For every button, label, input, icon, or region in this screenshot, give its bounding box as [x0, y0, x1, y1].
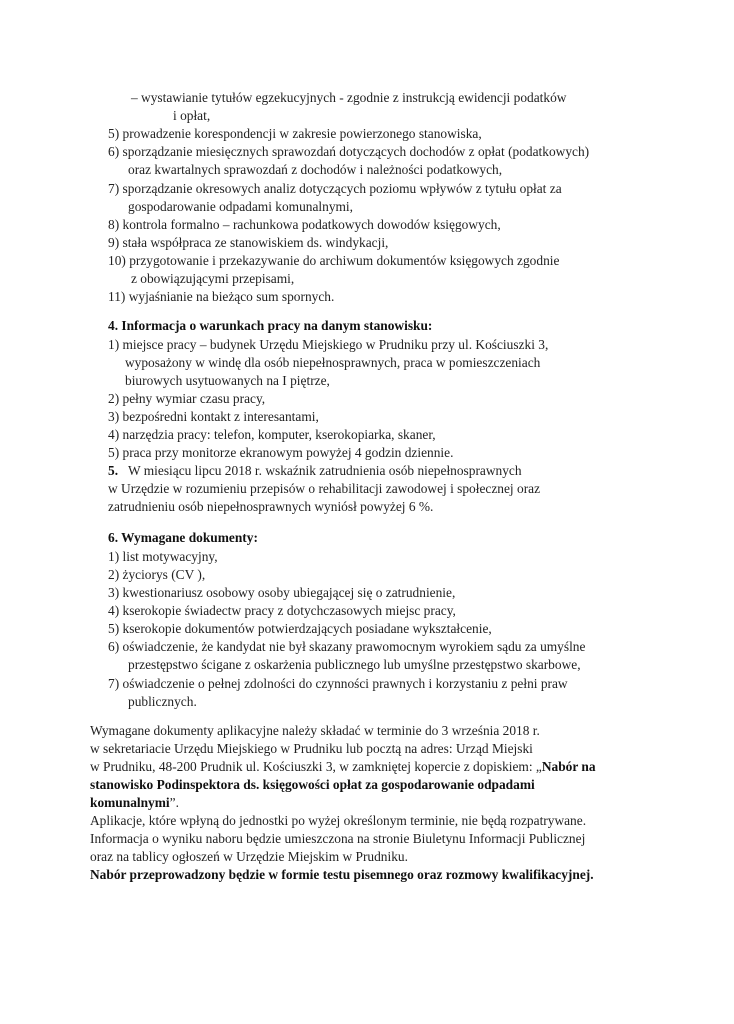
list-item-continuation: z obowiązującymi przepisami,: [131, 271, 295, 286]
section-heading: 6. Wymagane dokumenty:: [108, 530, 258, 545]
list-item: 1) miejsce pracy – budynek Urzędu Miejskiego w Prudniku przy ul. Kościuszki 3,: [108, 337, 549, 352]
list-item-continuation: publicznych.: [128, 694, 197, 709]
list-item: 6) sporządzanie miesięcznych sprawozdań dotyczących dochodów z opłat (podatkowych): [108, 144, 590, 159]
list-item: 5) prowadzenie korespondencji w zakresie powierzonego stanowiska,: [108, 126, 482, 141]
paragraph-line: Informacja o wyniku naboru będzie umieszczona na stronie Biuletynu Informacji Publicznej: [90, 831, 586, 846]
paragraph-line: zatrudnieniu osób niepełnosprawnych wyniósł powyżej 6 %.: [108, 499, 434, 514]
paragraph-line: w sekretariacie Urzędu Miejskiego w Prudniku lub pocztą na adres: Urząd Miejski: [90, 741, 533, 756]
paragraph-line: [90, 758, 596, 776]
paragraph-line: [90, 794, 179, 812]
list-item-continuation: przestępstwo ścigane z oskarżenia publicznego lub umyślne przestępstwo skarbowe,: [128, 657, 581, 672]
list-item: 9) stała współpraca ze stanowiskiem ds. windykacji,: [108, 235, 389, 250]
list-item: 5) kserokopie dokumentów potwierdzających posiadane wykształcenie,: [108, 621, 492, 636]
paragraph-line: w Urzędzie w rozumieniu przepisów o rehabilitacji zawodowej i społecznej oraz: [108, 481, 541, 496]
list-item: 7) oświadczenie o pełnej zdolności do czynności prawnych i korzystaniu z pełni praw: [108, 676, 568, 691]
list-item-continuation: biurowych usytuowanych na I piętrze,: [125, 373, 330, 388]
list-item-continuation: gospodarowanie odpadami komunalnymi,: [128, 199, 353, 214]
list-item: – wystawianie tytułów egzekucyjnych - zgodnie z instrukcją ewidencji podatków: [131, 90, 567, 105]
list-item: 4) kserokopie świadectw pracy z dotychczasowych miejsc pracy,: [108, 603, 456, 618]
list-item: 3) kwestionariusz osobowy osoby ubiegającej się o zatrudnienie,: [108, 585, 456, 600]
list-item: 11) wyjaśnianie na bieżąco sum spornych.: [108, 289, 335, 304]
application-tag-end: komunalnymi: [90, 795, 170, 810]
paragraph-line: W miesiącu lipcu 2018 r. wskaźnik zatrudnienia osób niepełnosprawnych: [128, 463, 522, 478]
list-item: 2) pełny wymiar czasu pracy,: [108, 391, 266, 406]
list-item: 4) narzędzia pracy: telefon, komputer, kserokopiarka, skaner,: [108, 427, 436, 442]
list-item: 1) list motywacyjny,: [108, 549, 218, 564]
final-note: Nabór przeprowadzony będzie w formie testu pisemnego oraz rozmowy kwalifikacyjnej.: [90, 867, 594, 882]
section-number: 5.: [108, 463, 119, 478]
paragraph-text: w Prudniku, 48-200 Prudnik ul. Kościuszki 3, w zamkniętej kopercie z dopiskiem: „: [90, 759, 542, 774]
list-item: 3) bezpośredni kontakt z interesantami,: [108, 409, 319, 424]
list-item-continuation: oraz kwartalnych sprawozdań z dochodów i należności podatkowych,: [128, 162, 503, 177]
section-heading: 4. Informacja o warunkach pracy na danym stanowisku:: [108, 318, 433, 333]
paragraph-line: Wymagane dokumenty aplikacyjne należy składać w terminie do 3 września 2018 r.: [90, 723, 540, 738]
list-item: 2) życiorys (CV ),: [108, 567, 206, 582]
list-item-continuation: i opłat,: [173, 108, 211, 123]
list-item: 10) przygotowanie i przekazywanie do archiwum dokumentów księgowych zgodnie: [108, 253, 560, 268]
application-tag: Nabór na: [541, 759, 596, 774]
paragraph-line: oraz na tablicy ogłoszeń w Urzędzie Miejskim w Prudniku.: [90, 849, 408, 864]
list-item: 8) kontrola formalno – rachunkowa podatkowych dowodów księgowych,: [108, 217, 501, 232]
list-item-continuation: wyposażony w windę dla osób niepełnosprawnych, praca w pomieszczeniach: [125, 355, 541, 370]
paragraph-text: ”.: [169, 795, 179, 810]
list-item: 6) oświadczenie, że kandydat nie był skazany prawomocnym wyrokiem sądu za umyślne: [108, 639, 586, 654]
paragraph-line: Aplikacje, które wpłyną do jednostki po wyżej określonym terminie, nie będą rozpatrywane.: [90, 813, 587, 828]
application-tag-line: stanowisko Podinspektora ds. księgowości opłat za gospodarowanie odpadami: [90, 777, 535, 792]
list-item: 7) sporządzanie okresowych analiz dotyczących poziomu wpływów z tytułu opłat za: [108, 181, 562, 196]
list-item: 5) praca przy monitorze ekranowym powyżej 4 godzin dziennie.: [108, 445, 454, 460]
